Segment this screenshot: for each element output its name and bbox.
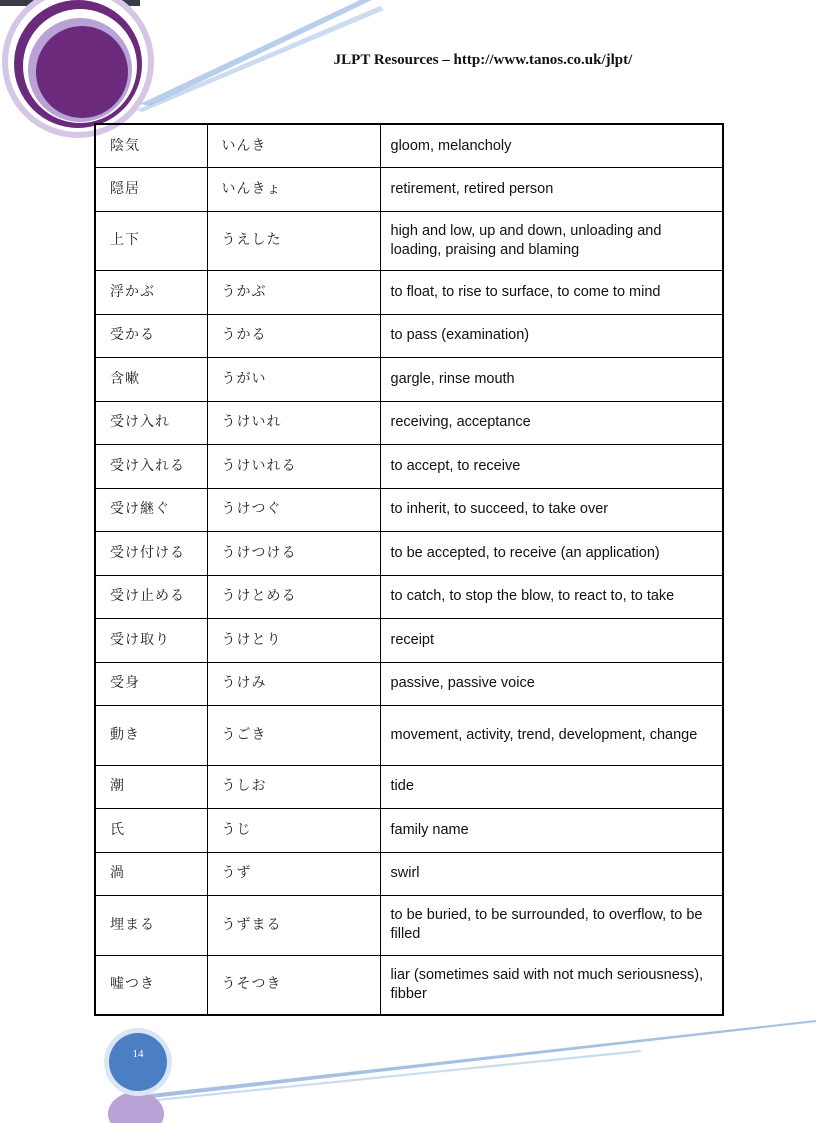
kanji-cell: 潮: [95, 765, 207, 809]
table-row: [95, 896, 723, 956]
kanji-cell: 渦: [95, 852, 207, 896]
meaning-cell: to inherit, to succeed, to take over: [380, 488, 723, 532]
kana-cell: うえした: [207, 211, 380, 271]
kana-cell: うしお: [207, 765, 380, 809]
table-row: [95, 271, 723, 315]
kanji-cell: 浮かぶ: [95, 271, 207, 315]
table-row: [95, 211, 723, 271]
meaning-cell: receiving, acceptance: [380, 401, 723, 445]
meaning-cell: to accept, to receive: [380, 445, 723, 489]
kana-cell: いんき: [207, 124, 380, 168]
kanji-cell: 隠居: [95, 168, 207, 212]
kanji-cell: 受身: [95, 662, 207, 706]
table-row: [95, 765, 723, 809]
kana-cell: うじ: [207, 809, 380, 853]
kanji-cell: 受け入れる: [95, 445, 207, 489]
table-row: [95, 706, 723, 766]
meaning-cell: gargle, rinse mouth: [380, 358, 723, 402]
table-row: [95, 852, 723, 896]
meaning-cell: to pass (examination): [380, 314, 723, 358]
kana-cell: うがい: [207, 358, 380, 402]
table-row: [95, 124, 723, 168]
table-row: [95, 662, 723, 706]
kana-cell: うずまる: [207, 896, 380, 956]
table-row: [95, 488, 723, 532]
kana-cell: うけいれ: [207, 401, 380, 445]
kanji-cell: 受かる: [95, 314, 207, 358]
meaning-cell: tide: [380, 765, 723, 809]
meaning-cell: to be accepted, to receive (an application): [380, 532, 723, 576]
kanji-cell: 陰気: [95, 124, 207, 168]
kanji-cell: 含嗽: [95, 358, 207, 402]
kana-cell: いんきょ: [207, 168, 380, 212]
kana-cell: うけいれる: [207, 445, 380, 489]
footer-decoration: [0, 1010, 816, 1123]
table-row: [95, 575, 723, 619]
meaning-cell: to be buried, to be surrounded, to overflow, to be filled: [380, 896, 723, 956]
kanji-cell: 受け止める: [95, 575, 207, 619]
table-row: [95, 401, 723, 445]
kana-cell: うそつき: [207, 955, 380, 1015]
kanji-cell: 埋まる: [95, 896, 207, 956]
kana-cell: うかぶ: [207, 271, 380, 315]
page-number: 14: [132, 1048, 144, 1060]
table-row: [95, 532, 723, 576]
kanji-cell: 動き: [95, 706, 207, 766]
meaning-cell: retirement, retired person: [380, 168, 723, 212]
meaning-cell: liar (sometimes said with not much seriousness), fibber: [380, 955, 723, 1015]
page-header-title: JLPT Resources – http://www.tanos.co.uk/jlpt/: [333, 52, 633, 68]
vocab-table: [94, 123, 724, 1016]
table-row: [95, 809, 723, 853]
kana-cell: うけとめる: [207, 575, 380, 619]
kana-cell: うず: [207, 852, 380, 896]
meaning-cell: high and low, up and down, unloading and loading, praising and blaming: [380, 211, 723, 271]
meaning-cell: to catch, to stop the blow, to react to, to take: [380, 575, 723, 619]
meaning-cell: to float, to rise to surface, to come to mind: [380, 271, 723, 315]
kana-cell: うけつぐ: [207, 488, 380, 532]
meaning-cell: family name: [380, 809, 723, 853]
table-row: [95, 168, 723, 212]
table-row: [95, 358, 723, 402]
kanji-cell: 氏: [95, 809, 207, 853]
kana-cell: うごき: [207, 706, 380, 766]
kana-cell: うけみ: [207, 662, 380, 706]
kana-cell: うけとり: [207, 619, 380, 663]
meaning-cell: gloom, melancholy: [380, 124, 723, 168]
table-row: [95, 314, 723, 358]
kanji-cell: 受け継ぐ: [95, 488, 207, 532]
table-row: [95, 445, 723, 489]
kana-cell: うかる: [207, 314, 380, 358]
meaning-cell: movement, activity, trend, development, change: [380, 706, 723, 766]
kanji-cell: 嘘つき: [95, 955, 207, 1015]
kanji-cell: 受け取り: [95, 619, 207, 663]
kanji-cell: 受け付ける: [95, 532, 207, 576]
kana-cell: うけつける: [207, 532, 380, 576]
table-row: [95, 619, 723, 663]
meaning-cell: receipt: [380, 619, 723, 663]
kanji-cell: 上下: [95, 211, 207, 271]
meaning-cell: passive, passive voice: [380, 662, 723, 706]
table-row: [95, 955, 723, 1015]
header-decoration: [0, 0, 400, 140]
kanji-cell: 受け入れ: [95, 401, 207, 445]
meaning-cell: swirl: [380, 852, 723, 896]
